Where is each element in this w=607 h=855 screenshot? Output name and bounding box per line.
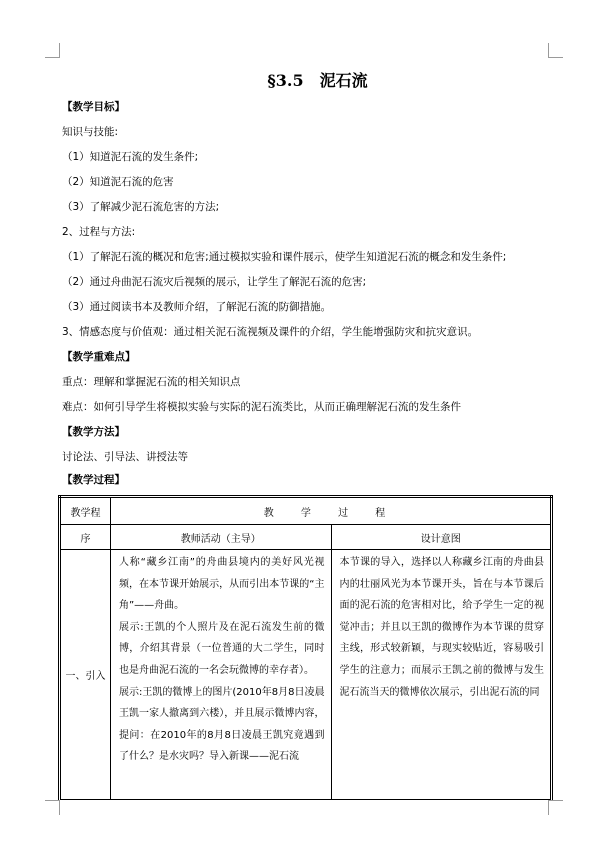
table-header-row-2 [60,525,552,550]
keypoints-heading: 【教学重难点】 [62,351,136,363]
design-intent-cell [331,550,552,800]
crop-mark-bottom-right [548,800,563,815]
teacher-activity-cell [111,550,332,800]
design-intent-text: 本节课的导入，选择以人称藏乡江南的舟曲县内的壮丽风光为本节课开头，旨在与本节课后面的泥石流的危害相对比，给予学生一定的视觉冲击；并且以王凯的微博作为本节课的贯穿主线，形式较新颖，与现实较贴近，容易吸引学生的注意力；而展示王凯之前的微博与发生泥石流当天的微博依次展示，引出泥石流的同 [339,557,544,698]
page-title [0,68,607,91]
objectives-heading: 【教学目标】 [62,101,125,113]
section-number: §3.5 [267,71,304,90]
stage-cell: 一、引入 [60,550,111,800]
knowledge-item-1: （1）知道泥石流的发生条件; [62,151,199,163]
teacher-activity-paragraph-2: 展示:王凯的个人照片及在泥石流发生前的微博，介绍其背景（一位普通的大二学生，同时也是舟曲泥石流的一名会玩微博的幸存者）。 [119,621,325,676]
process-item-2: （2）通过舟曲泥石流灾后视频的展示，让学生了解泥石流的危害; [62,276,367,288]
method-text: 讨论法、引导法、讲授法等 [62,451,188,463]
difficult-point: 难点：如何引导学生将模拟实验与实际的泥石流类比，从而正确理解泥石流的发生条件 [62,401,461,413]
process-item-1: （1）了解泥石流的概况和危害;通过模拟实验和课件展示，使学生知道泥石流的概念和发生条件; [62,251,507,263]
design-intent-header: 设计意图 [331,525,552,550]
key-point: 重点：理解和掌握泥石流的相关知识点 [62,376,241,388]
table-row [60,550,552,800]
process-heading: 2、过程与方法: [62,226,136,238]
stage-header-bottom: 序 [60,525,111,550]
knowledge-item-3: （3）了解减少泥石流危害的方法; [62,201,220,213]
process-header: 教 学 过 程 [111,497,552,525]
table-header-row-1 [60,497,552,525]
lesson-name: 泥石流 [319,71,368,90]
method-heading: 【教学方法】 [62,426,125,438]
teacher-activity-paragraph-1: 人称“藏乡江南”的舟曲县境内的美好风光视频，在本节课开始展示，从而引出本节课的“主角”——舟曲。 [119,557,325,612]
attitude-goal: 3、情感态度与价值观：通过相关泥石流视频及课件的介绍，学生能增强防灾和抗灾意识。 [62,326,479,338]
crop-mark-top-left [45,43,60,58]
teacher-activity-paragraph-3: 展示:王凯的微博上的图片(2010年8月8日凌晨王凯一家人撤离到六楼），并且展示微博内容，提问：在2010年的8月8日凌晨王凯究竟遇到了什么？是水灾吗？导入新课——泥石流 [119,686,325,763]
crop-mark-bottom-left [45,800,60,815]
process-item-3: （3）通过阅读书本及教师介绍，了解泥石流的防御措施。 [62,301,332,313]
teaching-process-table [58,495,553,800]
teacher-activity-header: 教师活动（主导） [111,525,332,550]
procedure-heading: 【教学过程】 [62,474,125,486]
stage-header-top: 教学程 [60,497,111,525]
crop-mark-top-right [548,43,563,58]
knowledge-item-2: （2）知道泥石流的危害 [62,176,174,188]
knowledge-heading: 知识与技能: [62,126,119,138]
